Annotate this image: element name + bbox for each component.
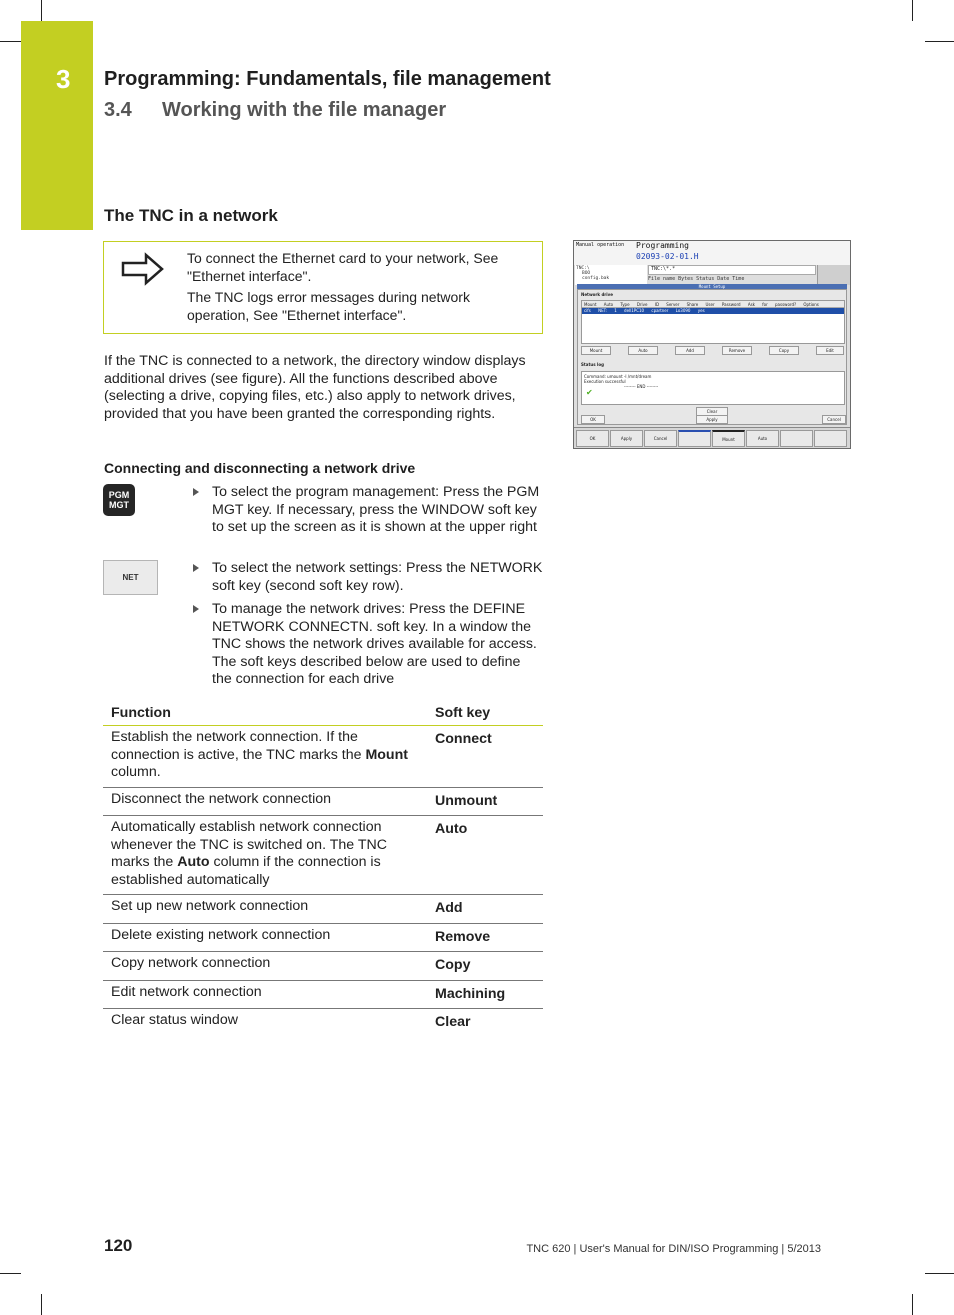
step-item <box>193 601 543 689</box>
function-text: Copy network connection <box>111 955 271 971</box>
chapter-tab <box>21 21 93 230</box>
table-row <box>103 980 543 1009</box>
arrow-right-icon <box>120 252 166 286</box>
step-item <box>193 560 543 595</box>
function-text: Disconnect the network connection <box>111 790 332 807</box>
step-text: To select the network settings: Press the NETWORK soft key (second soft key row). <box>212 560 543 594</box>
function-cell <box>103 923 427 952</box>
table-row <box>103 952 543 981</box>
status-line: Execution successful <box>584 379 626 384</box>
mode-label: Manual operation <box>576 242 625 248</box>
function-text: Automatically establish network connection whenever the TNC is switched on. The TNC marks the <box>111 819 387 870</box>
step-text: To select the program management: Press the PGM MGT key. If necessary, press the WINDOW soft key to set up the screen as it is shown at the upper right <box>212 484 540 535</box>
network-drive-label: Network drive <box>581 292 613 297</box>
cancel-button[interactable]: Cancel <box>822 415 846 424</box>
screen-header <box>574 241 850 265</box>
section-title: Working with the file manager <box>162 99 447 121</box>
softkey-cell: Copy <box>427 952 543 981</box>
table-row <box>103 1009 543 1037</box>
step-item <box>193 484 543 537</box>
softkey-apply[interactable]: Apply <box>610 430 643 447</box>
crop-mark <box>925 1273 954 1274</box>
program-file: 02093-02-01.H <box>636 252 699 261</box>
clear-button[interactable]: Clear <box>696 407 728 416</box>
function-cell <box>103 787 427 816</box>
table-row <box>103 895 543 924</box>
function-cell <box>103 952 427 981</box>
function-text: Delete existing network connection <box>111 926 331 943</box>
grid-row-selected[interactable]: cifs NET: 1 dell1PC10 cpartner Lo3090 yes <box>582 308 844 314</box>
copy-button[interactable]: Copy <box>769 346 799 355</box>
tree-item: config.bak <box>582 276 610 281</box>
function-text-bold: Auto <box>177 854 210 870</box>
path-field: TNC:\*.* <box>648 265 816 275</box>
auto-button[interactable]: Auto <box>628 346 658 355</box>
crop-mark <box>912 1294 913 1315</box>
softkey-cell: Auto <box>427 816 543 895</box>
step-text: To manage the network drives: Press the DEFINE NETWORK CONNECTN. soft key. In a window the TNC shows the network drives available for access. The soft keys described below are used to define the connection for each drive <box>212 601 537 687</box>
function-cell <box>103 816 427 895</box>
tree-item: TNC:\ <box>576 266 590 271</box>
directory-tree <box>575 265 647 285</box>
page-heading: The TNC in a network <box>104 206 278 225</box>
softkey-cell: Remove <box>427 923 543 952</box>
softkey-empty[interactable] <box>678 430 711 447</box>
mount-button[interactable]: Mount <box>581 346 611 355</box>
function-text: Establish the network connection. If the connection is active, the TNC marks the <box>111 729 366 763</box>
softkey-cancel[interactable]: Cancel <box>644 430 677 447</box>
triangle-bullet-icon <box>193 605 199 613</box>
function-text: Set up new network connection <box>111 898 309 914</box>
checkmark-icon: ✔ <box>586 388 593 397</box>
note-box <box>103 241 543 334</box>
softkey-row <box>574 427 850 448</box>
status-line: -------- END -------- <box>624 384 659 389</box>
ok-button[interactable]: OK <box>581 415 605 424</box>
function-text: Clear status window <box>111 1012 238 1028</box>
function-text: Edit network connection <box>111 983 262 1000</box>
crop-mark <box>0 41 21 42</box>
note-paragraph: To connect the Ethernet card to your network, See "Ethernet interface". <box>187 250 499 284</box>
crop-mark <box>912 0 913 21</box>
softkey-cell: Connect <box>427 726 543 788</box>
status-line: Command: umount -l /mnt/dream <box>584 374 652 379</box>
edit-button[interactable]: Edit <box>816 346 844 355</box>
softkey-empty[interactable] <box>814 430 847 447</box>
softkey-cell: Unmount <box>427 787 543 816</box>
remove-button[interactable]: Remove <box>722 346 752 355</box>
chapter-number: 3 <box>56 64 71 94</box>
softkey-ok[interactable]: OK <box>576 430 609 447</box>
program-label: Programming <box>636 241 689 250</box>
network-drive-screenshot <box>573 240 851 449</box>
softkey-mount[interactable]: Mount <box>712 430 745 447</box>
file-columns: File name Bytes Status Date Time <box>648 276 745 282</box>
table-row <box>103 816 543 895</box>
chapter-title: Programming: Fundamentals, file management <box>104 68 551 90</box>
net-softkey: NET <box>103 560 158 595</box>
body-paragraph: If the TNC is connected to a network, the directory window displays additional drives (see figure). All the functions described above (selecting a drive, copying files, etc.) also apply to network drives, provided that you have been granted the corresponding rights. <box>104 353 526 422</box>
crop-mark <box>41 1294 42 1315</box>
section-number: 3.4 <box>104 99 132 121</box>
status-log-label: Status log <box>581 362 605 367</box>
softkey-empty[interactable] <box>780 430 813 447</box>
triangle-bullet-icon <box>193 488 199 496</box>
tree-item: BOO <box>582 271 591 276</box>
function-cell <box>103 726 427 788</box>
note-paragraph: The TNC logs error messages during network operation, See "Ethernet interface". <box>187 289 470 323</box>
triangle-bullet-icon <box>193 564 199 572</box>
crop-mark <box>41 0 42 21</box>
column-header-function: Function <box>103 700 427 726</box>
grid-header: Mount Auto Type Drive ID Server Share User Password Ask for password? Options <box>582 301 844 308</box>
add-button[interactable]: Add <box>675 346 705 355</box>
softkey-table <box>103 700 543 1037</box>
table-header-row <box>103 700 543 726</box>
drive-grid <box>581 300 845 344</box>
side-panel <box>817 265 850 285</box>
status-log <box>581 371 845 405</box>
pgm-mgt-key <box>103 484 135 516</box>
dialog-title: Mount Setup <box>577 284 847 289</box>
softkey-cell: Add <box>427 895 543 924</box>
crop-mark <box>0 1273 21 1274</box>
apply-button[interactable]: Apply <box>696 415 728 424</box>
column-header-softkey: Soft key <box>427 700 543 726</box>
softkey-cell: Machining <box>427 980 543 1009</box>
function-cell <box>103 980 427 1009</box>
pgm-mgt-key-label: MGT <box>109 500 129 510</box>
function-cell <box>103 1009 427 1037</box>
subheading: Connecting and disconnecting a network drive <box>104 460 416 476</box>
table-row <box>103 923 543 952</box>
pgm-mgt-key-label: PGM <box>108 490 130 500</box>
softkey-cell: Clear <box>435 1014 471 1030</box>
page-number: 120 <box>104 1236 133 1255</box>
mount-setup-dialog <box>577 289 847 425</box>
crop-mark <box>925 41 954 42</box>
function-text: column. <box>111 764 161 780</box>
function-text: column if the connection is established automatically <box>111 854 381 888</box>
footer-text: TNC 620 | User's Manual for DIN/ISO Programming | 5/2013 <box>526 1243 821 1255</box>
function-cell <box>103 895 427 924</box>
softkey-auto[interactable]: Auto <box>746 430 779 447</box>
function-text-bold: Mount <box>365 746 408 763</box>
table-row <box>103 787 543 816</box>
table-row <box>103 726 543 788</box>
